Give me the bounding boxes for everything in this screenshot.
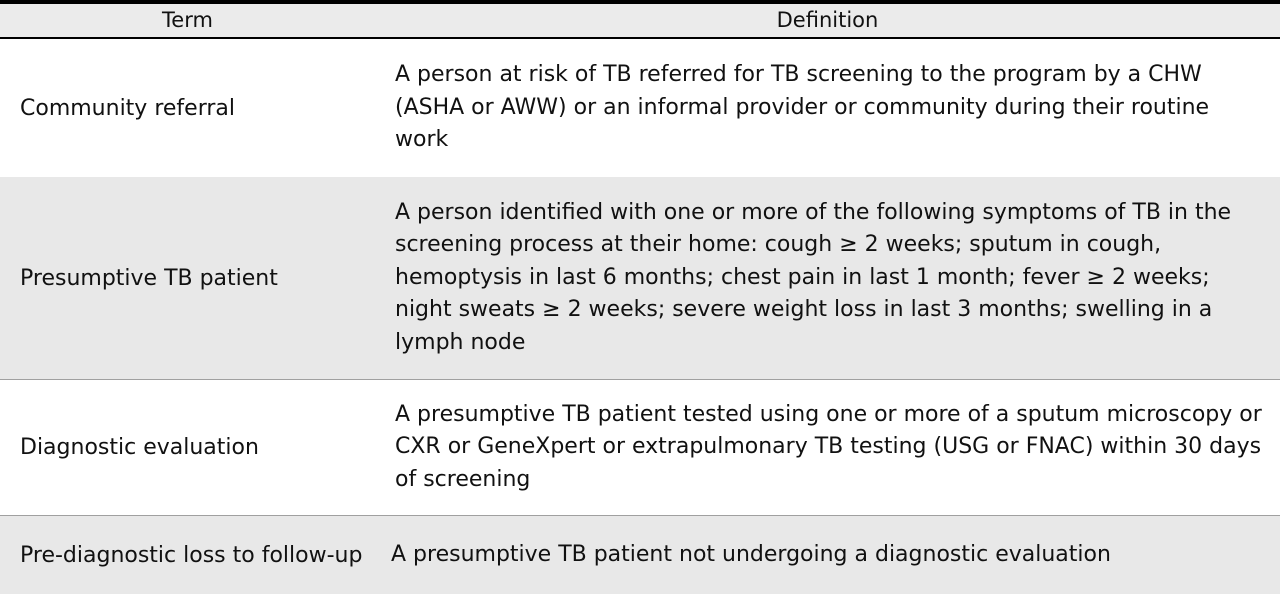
table-row [0,380,1280,516]
table-row [0,516,1280,594]
definition-cell [395,380,1262,515]
term-cell: Diagnostic evaluation [20,435,259,460]
term-cell: Community referral [20,95,235,121]
definition-text: A presumptive TB patient tested using one or more of a sputum microscopy or CXR or GeneXpert or extrapulmonary TB testing (USG or FNAC) within 30 days of screening [395,401,1262,492]
definition-cell [395,177,1262,379]
definition-text: A person at risk of TB referred for TB screening to the program by a CHW (ASHA or AWW) or an informal provider or community during their routine work [395,62,1210,153]
definition-text: A presumptive TB patient not undergoing a diagnostic evaluation [391,541,1111,567]
table-row [0,177,1280,380]
column-header-definition: Definition [776,8,879,32]
definition-cell [391,516,1262,594]
table-header [0,4,1280,39]
table-row [0,39,1280,177]
term-cell: Presumptive TB patient [20,265,278,291]
definition-text: A person identified with one or more of the following symptoms of TB in the screening process at their home: cough ≥ 2 weeks; sputum in cough, hemoptysis in last 6 months; chest pain in last 1 month; fever ≥ 2 weeks; night sweats ≥ 2 weeks; severe weight loss in last 3 months; swelling in a lymph node [395,199,1232,355]
term-cell: Pre-diagnostic loss to follow-up [20,542,363,568]
column-header-term: Term [162,8,213,32]
definition-cell [395,39,1262,177]
